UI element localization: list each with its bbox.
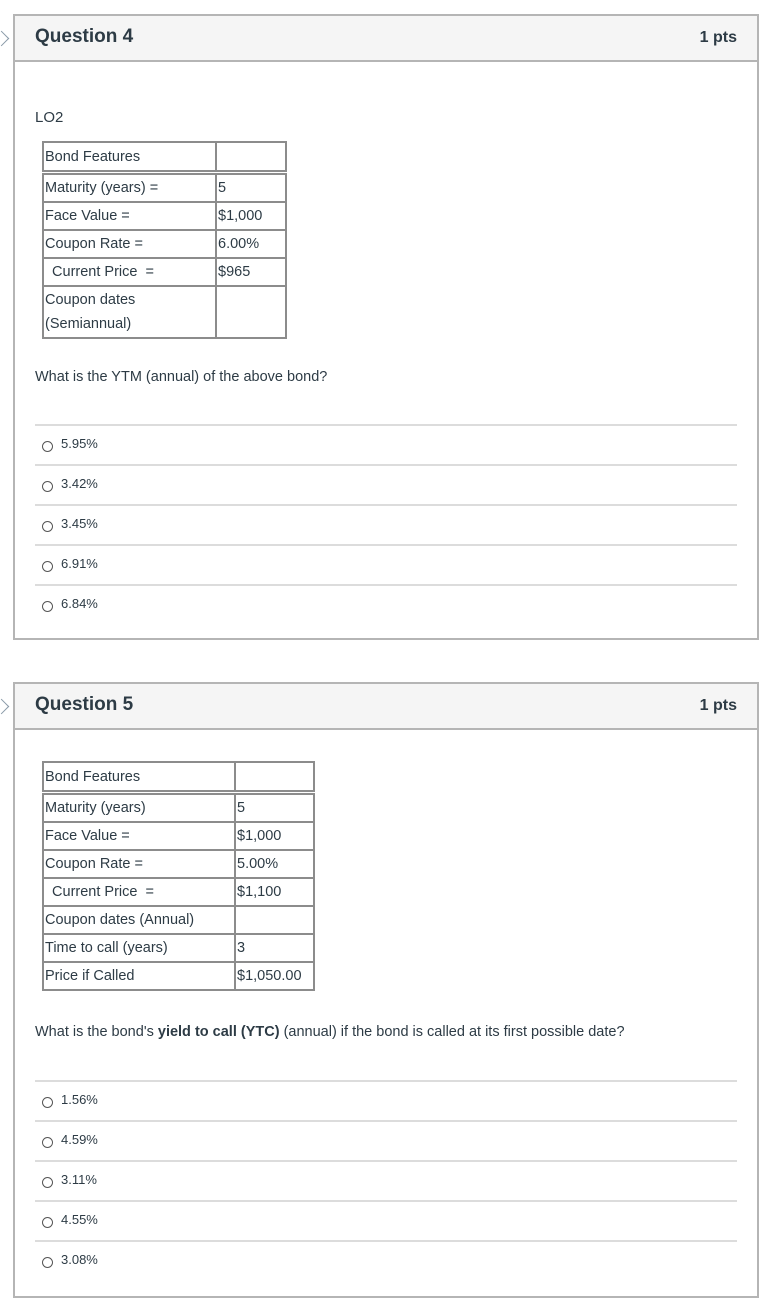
radio-button[interactable]: [42, 1217, 53, 1228]
table-row: Face Value = $1,000: [43, 202, 286, 230]
answer-option[interactable]: 3.08%: [35, 1240, 737, 1280]
table-header: Bond Features: [43, 762, 235, 793]
table-row: Price if Called $1,050.00: [43, 962, 314, 990]
answer-option[interactable]: 6.91%: [35, 544, 737, 584]
question-title: Question 4: [35, 26, 134, 47]
answer-option[interactable]: 4.59%: [35, 1120, 737, 1160]
question-title: Question 5: [35, 694, 134, 715]
radio-button[interactable]: [42, 441, 53, 452]
question-header: [15, 684, 757, 730]
radio-button[interactable]: [42, 1137, 53, 1148]
question-card-5: [13, 682, 759, 1298]
table-row: Coupon Rate = 5.00%: [43, 850, 314, 878]
table-row: Face Value = $1,000: [43, 822, 314, 850]
question-points: 1 pts: [699, 697, 737, 714]
radio-button[interactable]: [42, 561, 53, 572]
chevron-right-icon: [0, 699, 9, 715]
bond-features-table: [42, 761, 315, 991]
answer-option[interactable]: 3.45%: [35, 504, 737, 544]
question-text: What is the YTM (annual) of the above bond?: [35, 369, 328, 385]
table-row: Maturity (years) 5: [43, 793, 314, 823]
question-card-4: [13, 14, 759, 640]
answer-option[interactable]: 3.11%: [35, 1160, 737, 1200]
radio-button[interactable]: [42, 481, 53, 492]
answer-list: [35, 1080, 737, 1280]
chevron-right-icon: [0, 31, 9, 47]
table-row: Current Price = $1,100: [43, 878, 314, 906]
table-row: Time to call (years) 3: [43, 934, 314, 962]
question-header: [15, 16, 757, 62]
radio-button[interactable]: [42, 1177, 53, 1188]
table-row: Coupon dates (Semiannual): [43, 286, 286, 338]
radio-button[interactable]: [42, 601, 53, 612]
radio-button[interactable]: [42, 521, 53, 532]
answer-option[interactable]: 3.42%: [35, 464, 737, 504]
answer-option[interactable]: 1.56%: [35, 1080, 737, 1120]
answer-option[interactable]: 5.95%: [35, 424, 737, 464]
table-row: Maturity (years) = 5: [43, 173, 286, 203]
question-text: What is the bond's yield to call (YTC) (annual) if the bond is called at its first possible date?: [35, 1024, 625, 1040]
answer-option[interactable]: 6.84%: [35, 584, 737, 624]
answer-option[interactable]: 4.55%: [35, 1200, 737, 1240]
table-row: Current Price = $965: [43, 258, 286, 286]
table-row: Coupon Rate = 6.00%: [43, 230, 286, 258]
table-row: Coupon dates (Annual): [43, 906, 314, 934]
table-header: Bond Features: [43, 142, 216, 173]
question-points: 1 pts: [699, 29, 737, 46]
answer-list: [35, 424, 737, 624]
radio-button[interactable]: [42, 1257, 53, 1268]
bond-features-table: [42, 141, 287, 339]
radio-button[interactable]: [42, 1097, 53, 1108]
learning-objective-label: LO2: [35, 109, 64, 126]
